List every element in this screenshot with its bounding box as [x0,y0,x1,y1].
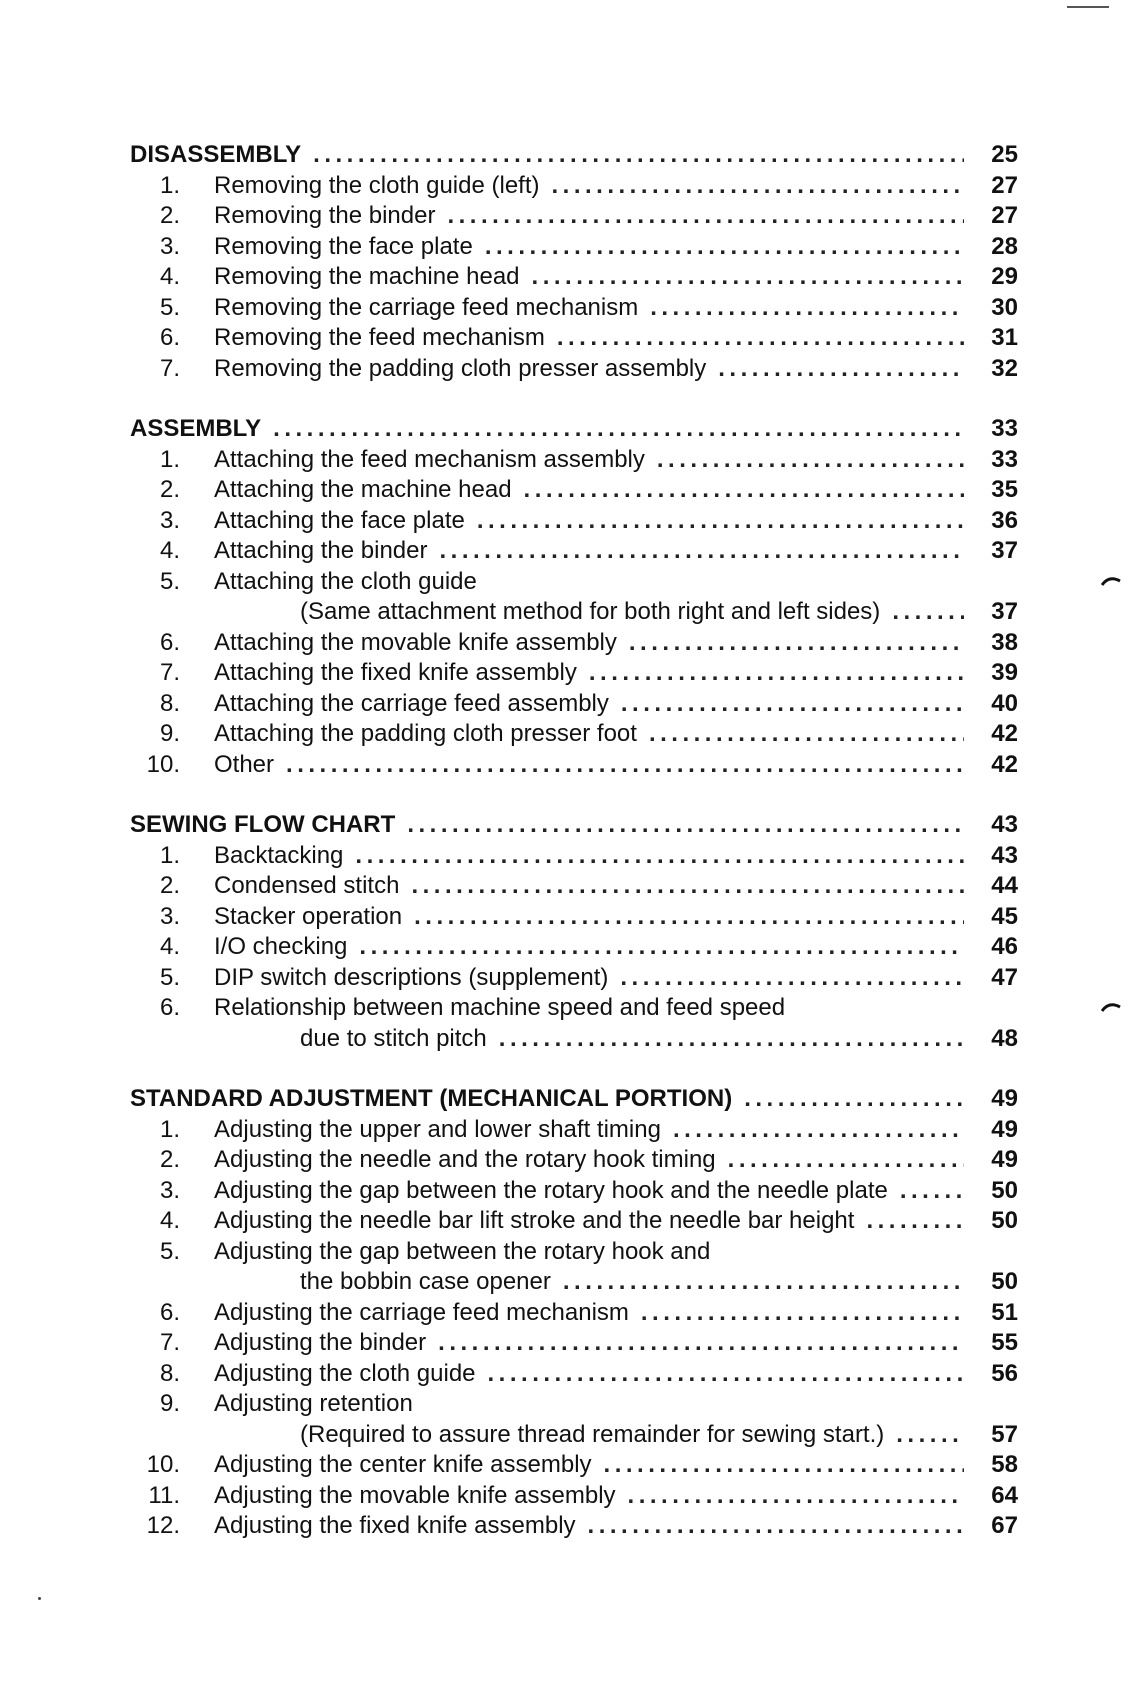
page-number: 48 [991,1024,1018,1052]
entry-number: 6. [159,1298,180,1326]
entry-title: Adjusting the movable knife assembly [214,1481,616,1509]
leader-dots [900,1176,964,1207]
leader-dots [621,689,964,720]
page-number: 28 [991,232,1018,260]
page-number: 25 [991,141,1018,168]
leader-dots [414,902,964,933]
page-number: 27 [991,202,1018,229]
toc-entry [130,1359,1018,1390]
leader-dots [718,354,964,385]
entry-title: Attaching the face plate [214,506,465,534]
entry-number: 5. [159,1237,180,1265]
page-number: 36 [991,506,1018,534]
entry-title: Removing the padding cloth presser assembly [214,354,707,382]
entry-number: 1. [159,841,180,869]
leader-dots [641,1298,964,1329]
toc-entry [130,597,1018,628]
page-number: 50 [991,1176,1018,1204]
page-number: 37 [991,537,1018,564]
toc-entry [130,262,1018,293]
page-number: 44 [991,872,1018,899]
entry-title: Removing the binder [214,202,436,229]
page-number: 37 [991,598,1018,625]
leader-dots [892,597,964,628]
entry-number: 11. [148,1481,180,1509]
toc-section [130,1084,1018,1542]
entry-title-continued: due to stitch pitch [300,1024,487,1052]
toc-entry [130,1511,1018,1542]
page-number: 49 [991,1146,1018,1173]
entry-number: 9. [159,720,180,747]
leader-dots [488,1359,964,1390]
binder-hole-mark-upper [1101,574,1121,586]
toc-entry [130,871,1018,902]
entry-number: 2. [159,202,180,229]
entry-number: 3. [159,232,180,260]
scan-edge-line [1067,6,1109,8]
section-title: STANDARD ADJUSTMENT (MECHANICAL PORTION) [130,1085,733,1112]
page-number: 50 [991,1268,1018,1295]
toc-section-heading [130,1084,1018,1115]
entry-number: 2. [159,1146,180,1173]
entry-title: Attaching the carriage feed assembly [214,689,609,717]
entry-number: 6. [159,994,180,1021]
entry-number: 1. [159,1115,180,1143]
entry-number: 5. [159,293,180,321]
toc-section [130,810,1018,1054]
entry-title: Backtacking [214,841,344,869]
leader-dots [532,262,964,293]
entry-number: 9. [159,1390,180,1417]
entry-number: 10. [146,1451,180,1478]
leader-dots [411,871,964,902]
entry-title: Removing the feed mechanism [214,324,545,351]
leader-dots [728,1145,964,1176]
entry-title: Adjusting the cloth guide [214,1359,476,1387]
toc-entry [130,1206,1018,1237]
leader-dots [657,445,964,476]
leader-dots [629,628,964,659]
entry-title: Attaching the machine head [214,476,512,503]
page-number: 50 [991,1207,1018,1234]
page-number: 42 [991,720,1018,747]
leader-dots [477,506,964,537]
toc-entry [130,1145,1018,1176]
toc-entry [130,1389,1018,1420]
page-number: 57 [991,1420,1018,1448]
entry-number: 4. [159,1207,180,1234]
entry-title-continued: (Same attachment method for both right and left sides) [300,598,881,625]
entry-number: 5. [159,567,180,595]
entry-title: Attaching the padding cloth presser foot [214,720,637,747]
leader-dots [650,293,964,324]
toc-entry [130,1450,1018,1481]
toc-entry [130,201,1018,232]
section-title: SEWING FLOW CHART [130,811,396,838]
entry-number: 1. [159,445,180,473]
toc-entry [130,1237,1018,1268]
entry-title: Removing the cloth guide (left) [214,171,540,199]
entry-title: Adjusting the gap between the rotary hook and the needle plate [214,1176,888,1204]
toc-entry [130,293,1018,324]
page-number: 43 [991,811,1018,838]
leader-dots [588,1511,964,1542]
leader-dots [589,658,964,689]
leader-dots [499,1024,964,1055]
entry-number: 6. [159,324,180,351]
entry-number: 8. [159,689,180,717]
entry-title-continued: (Required to assure thread remainder for sewing start.) [300,1420,885,1448]
page-number: 49 [991,1115,1018,1143]
page-number: 39 [991,659,1018,686]
toc-entry [130,323,1018,354]
toc-entry [130,171,1018,202]
table-of-contents [130,140,1018,1572]
page-number: 27 [991,171,1018,199]
entry-number: 3. [159,1176,180,1204]
toc-entry [130,658,1018,689]
page-number: 49 [991,1085,1018,1112]
entry-number: 5. [159,963,180,991]
leader-dots [628,1481,964,1512]
toc-section-heading [130,414,1018,445]
entry-number: 2. [159,872,180,899]
leader-dots [286,750,964,781]
leader-dots [563,1267,964,1298]
page-number: 35 [991,476,1018,503]
toc-entry [130,1481,1018,1512]
entry-title: Adjusting the carriage feed mechanism [214,1298,629,1326]
toc-section-heading [130,810,1018,841]
entry-title: DIP switch descriptions (supplement) [214,963,609,991]
toc-entry [130,1024,1018,1055]
entry-number: 8. [159,1359,180,1387]
leader-dots [620,963,964,994]
entry-number: 2. [159,476,180,503]
page-number: 42 [991,750,1018,778]
toc-entry [130,902,1018,933]
entry-title: Other [214,750,275,778]
entry-title: Adjusting the upper and lower shaft timing [214,1115,661,1143]
entry-title: Adjusting the binder [214,1329,427,1356]
toc-entry [130,1420,1018,1451]
toc-entry [130,445,1018,476]
toc-entry [130,750,1018,781]
entry-number: 6. [159,628,180,656]
toc-section [130,140,1018,384]
page-number: 29 [991,263,1018,290]
entry-title: Adjusting the gap between the rotary hook and [214,1237,711,1265]
entry-number: 1. [159,171,180,199]
toc-entry [130,354,1018,385]
entry-title-continued: the bobbin case opener [300,1268,551,1295]
entry-title: Stacker operation [214,902,403,930]
page-number: 33 [991,415,1018,442]
leader-dots [524,475,964,506]
page-number: 47 [991,963,1018,991]
toc-entry [130,1176,1018,1207]
toc-entry [130,628,1018,659]
page-number: 32 [991,354,1018,382]
binder-hole-mark-lower [1101,1000,1121,1012]
leader-dots [744,1084,964,1115]
leader-dots [273,414,964,445]
leader-dots [438,1328,964,1359]
page-number: 64 [991,1481,1018,1509]
leader-dots [359,932,964,963]
entry-title: Relationship between machine speed and feed speed [214,994,786,1021]
entry-number: 7. [159,354,180,382]
toc-entry [130,689,1018,720]
toc-section [130,414,1018,780]
entry-title: Attaching the feed mechanism assembly [214,445,645,473]
entry-title: Attaching the movable knife assembly [214,628,617,656]
page-number: 31 [991,324,1018,351]
page-number: 43 [991,841,1018,869]
toc-entry [130,475,1018,506]
leader-dots [673,1115,964,1146]
entry-title: Adjusting retention [214,1390,413,1417]
toc-entry [130,1298,1018,1329]
entry-title: Attaching the fixed knife assembly [214,659,577,686]
leader-dots [447,201,964,232]
toc-entry [130,993,1018,1024]
entry-number: 12. [146,1512,180,1539]
section-title: DISASSEMBLY [130,141,302,168]
page-number: 30 [991,293,1018,321]
page-number: 55 [991,1329,1018,1356]
page-number: 56 [991,1359,1018,1387]
leader-dots [557,323,964,354]
leader-dots [485,232,964,263]
entry-number: 4. [159,537,180,564]
entry-title: Attaching the cloth guide [214,567,477,595]
toc-entry [130,232,1018,263]
leader-dots [313,140,964,171]
page-number: 33 [991,445,1018,473]
leader-dots [355,841,964,872]
entry-number: 7. [159,1329,180,1356]
entry-title: Condensed stitch [214,872,400,899]
toc-entry [130,536,1018,567]
toc-entry [130,841,1018,872]
leader-dots [649,719,964,750]
entry-title: Attaching the binder [214,537,428,564]
entry-title: Removing the machine head [214,263,520,290]
toc-entry [130,932,1018,963]
toc-entry [130,719,1018,750]
entry-title: I/O checking [214,933,348,960]
toc-entry [130,1328,1018,1359]
toc-entry [130,1115,1018,1146]
section-title: ASSEMBLY [130,415,262,442]
entry-title: Adjusting the center knife assembly [214,1451,592,1478]
leader-dots [552,171,965,202]
leader-dots [439,536,964,567]
leader-dots [407,810,964,841]
entry-number: 3. [159,506,180,534]
entry-title: Removing the face plate [214,232,473,260]
page-number: 58 [991,1451,1018,1478]
scan-speck [38,1597,41,1600]
page-number: 45 [991,902,1018,930]
entry-number: 3. [159,902,180,930]
entry-title: Adjusting the needle bar lift stroke and the needle bar height [214,1207,855,1234]
entry-title: Adjusting the fixed knife assembly [214,1512,576,1539]
entry-number: 4. [159,933,180,960]
toc-entry [130,506,1018,537]
leader-dots [896,1420,964,1451]
leader-dots [604,1450,964,1481]
page-number: 38 [991,628,1018,656]
toc-entry [130,963,1018,994]
leader-dots [866,1206,964,1237]
page-number: 51 [991,1298,1018,1326]
entry-number: 10. [146,750,180,778]
entry-title: Adjusting the needle and the rotary hook timing [214,1146,716,1173]
toc-section-heading [130,140,1018,171]
entry-number: 7. [159,659,180,686]
entry-title: Removing the carriage feed mechanism [214,293,639,321]
entry-number: 4. [159,263,180,290]
page-number: 67 [991,1512,1018,1539]
toc-entry [130,567,1018,598]
page-number: 46 [991,933,1018,960]
toc-entry [130,1267,1018,1298]
page-number: 40 [991,689,1018,717]
